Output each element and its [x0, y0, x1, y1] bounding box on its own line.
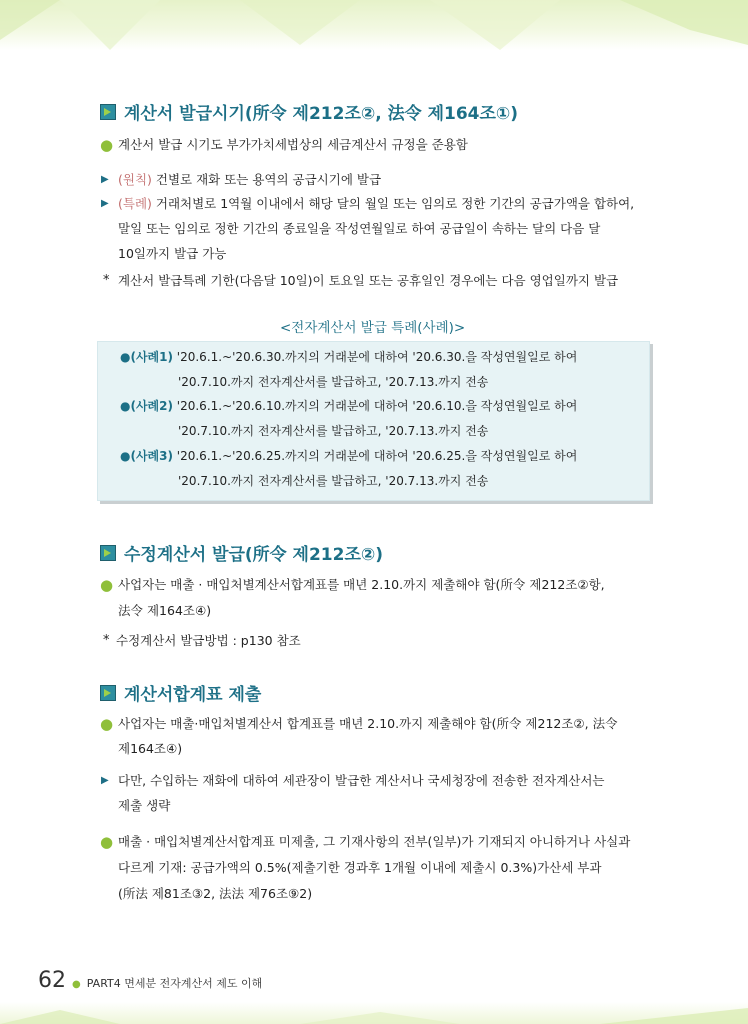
- principle-label: (원칙): [118, 172, 152, 187]
- special-text: 거래처별로 1역월 이내에서 해당 달의 월일 또는 임의로 정한 기간의 공급가액을 합하여,: [151, 196, 635, 211]
- exception-line-1: 다만, 수입하는 재화에 대하여 세관장이 발급한 계산서나 국세청장에 전송한 전자계산서는: [118, 773, 605, 788]
- dot-icon: ●: [100, 576, 114, 594]
- top-decoration: [0, 0, 748, 50]
- example-tag: ●(사례3): [120, 449, 173, 463]
- example-text: '20.6.1.~'20.6.25.까지의 거래분에 대하여 '20.6.25.을 작성연월일로 하여: [172, 449, 578, 463]
- example-box: [97, 341, 650, 501]
- section-heading-issue-timing: [100, 99, 518, 124]
- dot-icon: ●: [100, 715, 114, 733]
- principle-text: 건별로 재화 또는 용역의 공급시기에 발급: [151, 172, 382, 187]
- section-title: 수정계산서 발급(所令 제212조②): [124, 545, 384, 565]
- bottom-decoration: [0, 1002, 748, 1024]
- example-1-line-1: [120, 348, 577, 366]
- principle-line: [118, 171, 381, 189]
- triangle-right-icon: ▶: [101, 775, 109, 786]
- triangle-right-icon: ▶: [101, 174, 109, 185]
- square-arrow-icon: [100, 104, 116, 120]
- dot-icon: ●: [100, 833, 114, 851]
- square-arrow-icon: [100, 685, 116, 701]
- exception-line-2: 제출 생략: [118, 798, 171, 813]
- bullet-line-2: 法令 제164조④): [118, 603, 212, 618]
- section-title: 계산서합계표 제출: [124, 685, 262, 705]
- penalty-line-2: 다르게 기재: 공급가액의 0.5%(제출기한 경과후 1개월 이내에 제출시 0.3%)가산세 부과: [118, 860, 602, 875]
- note-text: 수정계산서 발급방법 : p130 참조: [116, 633, 301, 648]
- example-text: '20.6.1.~'20.6.10.까지의 거래분에 대하여 '20.6.10.을 작성연월일로 하여: [172, 399, 578, 413]
- bullet-text: 계산서 발급 시기도 부가가치세법상의 세금계산서 규정을 준용함: [118, 137, 468, 152]
- bullet-line-1: 사업자는 매출·매입처별계산서 합계표를 매년 2.10.까지 제출해야 함(所令 제212조②, 法令: [118, 716, 618, 731]
- penalty-line-3: (所法 제81조③2, 法法 제76조⑨2): [118, 886, 313, 901]
- penalty-line-1: 매출 · 매입처별계산서합계표 미제출, 그 기재사항의 전부(일부)가 기재되지 아니하거나 사실과: [118, 834, 631, 849]
- decorative-pattern: [0, 0, 748, 50]
- decorative-pattern: [0, 1002, 748, 1024]
- section-heading-summary-submission: [100, 680, 261, 705]
- note-text: 계산서 발급특례 기한(다음달 10일)이 토요일 또는 공휴일인 경우에는 다음 영업일까지 발급: [118, 273, 619, 288]
- bullet-line-1: 사업자는 매출 · 매입처별계산서합계표를 매년 2.10.까지 제출해야 함(所令 제212조②항,: [118, 577, 605, 592]
- dot-icon: ●: [72, 979, 81, 990]
- bullet-line-2: 제164조④): [118, 741, 183, 756]
- example-tag: ●(사례2): [120, 399, 173, 413]
- example-2-line-1: [120, 397, 577, 415]
- dot-icon: ●: [100, 136, 114, 154]
- square-arrow-icon: [100, 545, 116, 561]
- example-tag: ●(사례1): [120, 350, 173, 364]
- page-number: 62: [38, 968, 66, 993]
- example-1-line-2: '20.7.10.까지 전자계산서를 발급하고, '20.7.13.까지 전송: [178, 375, 489, 389]
- special-label: (특례): [118, 196, 152, 211]
- example-text: '20.6.1.~'20.6.30.까지의 거래분에 대하여 '20.6.30.을 작성연월일로 하여: [172, 350, 578, 364]
- example-3-line-1: [120, 447, 577, 465]
- footer-text: PART4 면세분 전자계산서 제도 이해: [86, 977, 263, 990]
- special-line-2: 말일 또는 임의로 정한 기간의 종료일을 작성연월일로 하여 공급일이 속하는 달의 다음 달: [118, 221, 601, 236]
- section-title: 계산서 발급시기(所令 제212조②, 法令 제164조①): [124, 104, 519, 124]
- special-line-3: 10일까지 발급 가능: [118, 246, 227, 261]
- triangle-right-icon: ▶: [101, 198, 109, 209]
- example-box-title: <전자계산서 발급 특례(사례)>: [280, 320, 466, 336]
- asterisk-icon: *: [103, 633, 110, 648]
- example-2-line-2: '20.7.10.까지 전자계산서를 발급하고, '20.7.13.까지 전송: [178, 424, 489, 438]
- special-line-1: [118, 195, 634, 213]
- asterisk-icon: *: [103, 273, 110, 288]
- section-heading-amended-invoice: [100, 540, 383, 565]
- example-3-line-2: '20.7.10.까지 전자계산서를 발급하고, '20.7.13.까지 전송: [178, 474, 489, 488]
- page-footer: [38, 968, 262, 993]
